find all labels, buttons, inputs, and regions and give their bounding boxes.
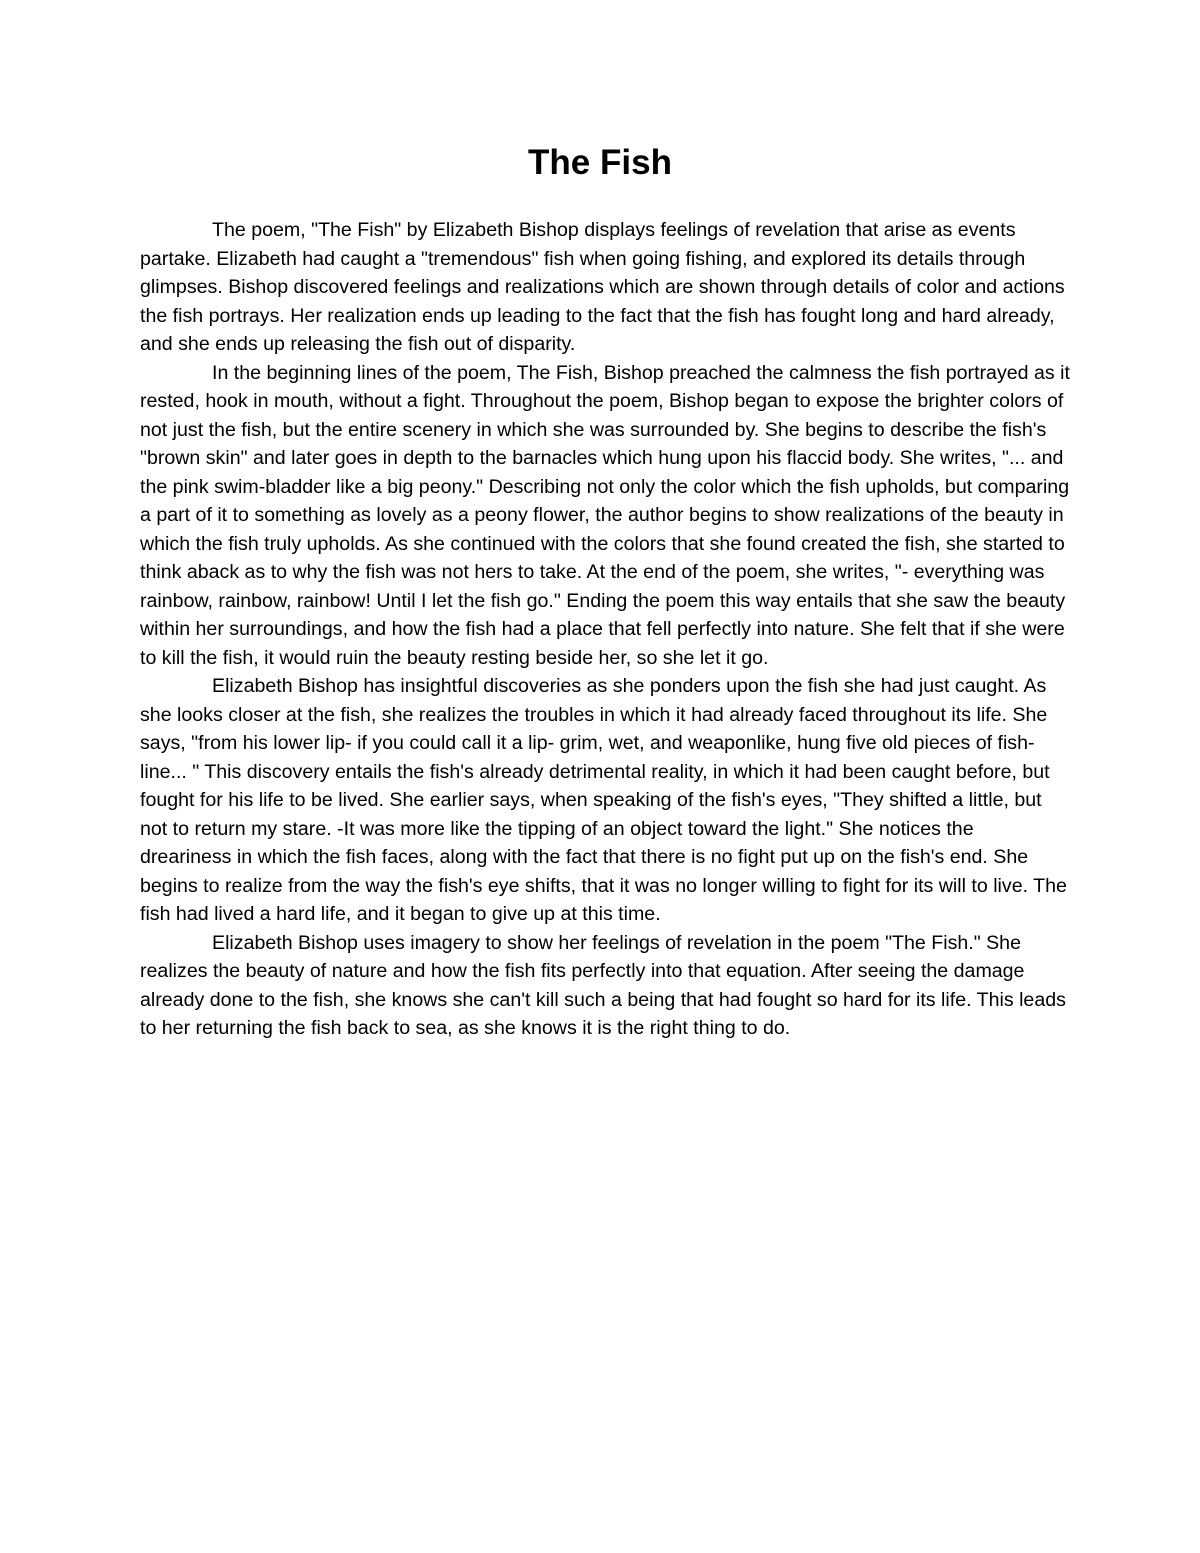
paragraph-4: Elizabeth Bishop uses imagery to show her feelings of revelation in the poem "The Fish." She realizes the beauty of nature and how the fish fits perfectly into that equation. After seeing the damage already done to the fish, she knows she can't kill such a being that had fought so hard for its life. This leads to her returning the fish back to sea, as she knows it is the right thing to do. (140, 931, 1066, 1039)
paragraph-1: The poem, "The Fish" by Elizabeth Bishop displays feelings of revelation that arise as events partake. Elizabeth had caught a "tremendous" fish when going fishing, and explored its details through glimpses. Bishop discovered feelings and realizations which are shown through details of color and actions the fish portrays. Her realization ends up leading to the fact that the fish has fought long and hard already, and she ends up releasing the fish out of disparity. (140, 219, 1065, 355)
paragraph-2: In the beginning lines of the poem, The Fish, Bishop preached the calmness the fish portrayed as it rested, hook in mouth, without a fight. Throughout the poem, Bishop began to expose the brighter colors of not just the fish, but the entire scenery in which she was surrounded by. She begins to describe the fish's "brown skin" and later goes in depth to the barnacles which hung upon his flaccid body. She writes, "... and the pink swim-bladder like a big peony." Describing not only the color which the fish upholds, but comparing a part of it to something as lovely as a peony flower, the author begins to show realizations of the beauty in which the fish truly upholds. As she continued with the colors that she found created the fish, she started to think aback as to why the fish was not hers to take. At the end of the poem, she writes, "- everything was rainbow, rainbow, rainbow! Until I let the fish go." Ending the poem this way entails that she saw the beauty within her surroundings, and how the fish had a place that fell perfectly into nature. She felt that if she were to kill the fish, it would ruin the beauty resting beside her, so she let it go. (140, 361, 1070, 669)
paragraph-3: Elizabeth Bishop has insightful discoveries as she ponders upon the fish she had just caught. As she looks closer at the fish, she realizes the troubles in which it had already faced throughout its life. She says, "from his lower lip- if you could call it a lip- grim, wet, and weaponlike, hung five old pieces of fish-line... " This discovery entails the fish's already detrimental reality, in which it had been caught before, but fought for his life to be lived. She earlier says, when speaking of the fish's eyes, "They shifted a little, but not to return my stare. -It was more like the tipping of an object toward the light." She notices the dreariness in which the fish faces, along with the fact that there is no fight put up on the fish's end. She begins to realize from the way the fish's eye shifts, that it was no longer willing to fight for its will to live. The fish had lived a hard life, and it began to give up at this time. (140, 675, 1067, 925)
document-body (140, 216, 1070, 1043)
document-title: The Fish (528, 143, 672, 182)
